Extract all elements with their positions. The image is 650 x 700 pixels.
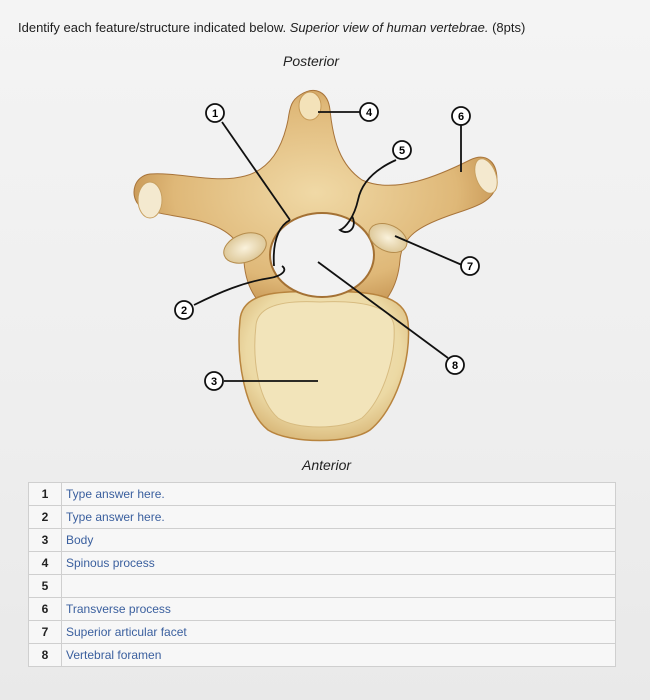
answer-field-5[interactable]: [62, 575, 616, 598]
answer-table: [28, 482, 616, 667]
answer-row: [29, 644, 616, 667]
question-points: (8pts): [492, 20, 526, 35]
svg-text:3: 3: [210, 376, 218, 388]
posterior-label: Posterior: [283, 53, 340, 69]
marker-1: [206, 104, 224, 122]
answer-number: 6: [29, 598, 62, 621]
vertebral-foramen-shape: [270, 213, 374, 297]
answer-field-1[interactable]: Type answer here.: [62, 483, 616, 506]
answer-row: [29, 483, 616, 506]
answer-number: 1: [29, 483, 62, 506]
answer-number: 7: [29, 621, 62, 644]
answer-field-8[interactable]: Vertebral foramen: [62, 644, 616, 667]
answer-number: 4: [29, 552, 62, 575]
question-subtitle: Superior view of human vertebrae.: [289, 20, 489, 35]
svg-text:8: 8: [451, 360, 459, 372]
leader-line-7: [395, 236, 462, 265]
svg-text:6: 6: [457, 111, 465, 123]
answer-number: 3: [29, 529, 62, 552]
marker-6: [452, 107, 470, 125]
svg-text:1: 1: [211, 108, 219, 120]
question-prefix: Identify each feature/structure indicated below.: [18, 20, 287, 35]
marker-7: [461, 257, 479, 275]
spinous-tip: [299, 92, 321, 120]
answer-field-3[interactable]: Body: [62, 529, 616, 552]
answer-row: [29, 529, 616, 552]
svg-text:2: 2: [180, 305, 188, 317]
answer-number: 5: [29, 575, 62, 598]
answer-row: [29, 575, 616, 598]
marker-4: [360, 103, 378, 121]
answer-row: [29, 598, 616, 621]
marker-8: [446, 356, 464, 374]
answer-field-6[interactable]: Transverse process: [62, 598, 616, 621]
answer-row: [29, 552, 616, 575]
left-transverse-tip: [138, 182, 162, 218]
anterior-label: Anterior: [302, 457, 352, 473]
marker-5: [393, 141, 411, 159]
answer-row: [29, 621, 616, 644]
svg-text:5: 5: [398, 145, 406, 157]
answer-field-7[interactable]: Superior articular facet: [62, 621, 616, 644]
answer-number: 2: [29, 506, 62, 529]
marker-3: [205, 372, 223, 390]
answer-field-4[interactable]: Spinous process: [62, 552, 616, 575]
answer-number: 8: [29, 644, 62, 667]
answer-row: [29, 506, 616, 529]
svg-text:7: 7: [466, 261, 474, 273]
marker-2: [175, 301, 193, 319]
answer-field-2[interactable]: Type answer here.: [62, 506, 616, 529]
svg-text:4: 4: [365, 107, 373, 119]
